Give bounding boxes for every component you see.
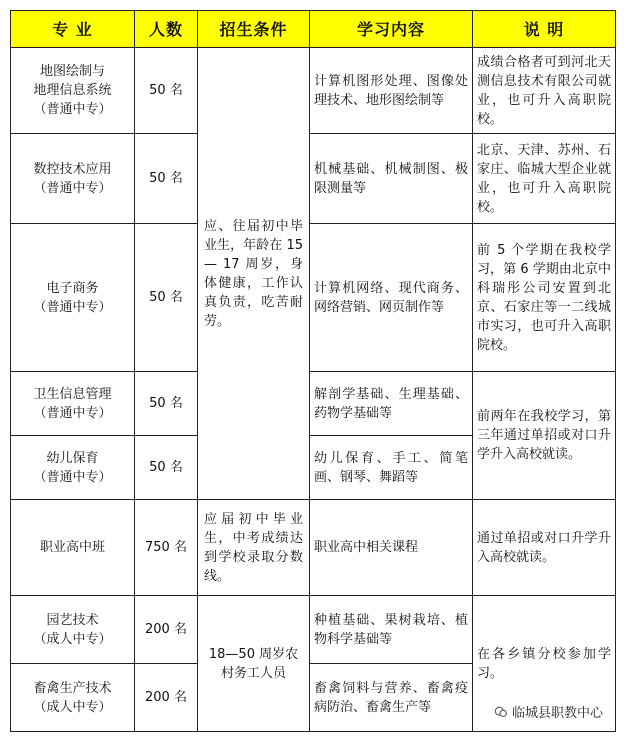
note-cell: 在各乡镇分校参加学习。 (473, 596, 616, 732)
table-row (11, 500, 616, 596)
count-cell: 50 名 (135, 48, 198, 134)
count-cell: 200 名 (135, 596, 198, 664)
watermark (492, 702, 605, 721)
content-cell: 种植基础、果树栽培、植物科学基础等 (310, 596, 473, 664)
header-note: 说 明 (473, 11, 616, 48)
note-cell: 北京、天津、苏州、石家庄、临城大型企业就业，也可升入高职院校。 (473, 134, 616, 224)
content-cell: 机械基础、机械制图、极限测量等 (310, 134, 473, 224)
note-cell: 成绩合格者可到河北天测信息技术有限公司就业，也可升入高职院校。 (473, 48, 616, 134)
condition-cell: 应届初中毕业生，中考成绩达到学校录取分数线。 (198, 500, 310, 596)
major-cell: 卫生信息管理 （普通中专） (11, 372, 135, 436)
count-cell: 750 名 (135, 500, 198, 596)
wechat-icon (494, 705, 508, 719)
content-cell: 幼儿保育、手工、简笔画、钢琴、舞蹈等 (310, 436, 473, 500)
count-cell: 50 名 (135, 224, 198, 372)
table-row (11, 596, 616, 664)
content-cell: 解剖学基础、生理基础、药物学基础等 (310, 372, 473, 436)
major-cell: 电子商务 （普通中专） (11, 224, 135, 372)
header-content: 学习内容 (310, 11, 473, 48)
table-row (11, 134, 616, 224)
header-major: 专 业 (11, 11, 135, 48)
note-cell: 前两年在我校学习，第三年通过单招或对口升学升入高校就读。 (473, 372, 616, 500)
table-row (11, 48, 616, 134)
content-cell: 职业高中相关课程 (310, 500, 473, 596)
major-cell: 职业高中班 (11, 500, 135, 596)
watermark-text: 临城县职教中心 (511, 706, 603, 721)
major-cell: 畜禽生产技术 （成人中专） (11, 664, 135, 732)
count-cell: 200 名 (135, 664, 198, 732)
table-row (11, 224, 616, 372)
content-cell: 畜禽饲料与营养、畜禽疫病防治、畜禽生产等 (310, 664, 473, 732)
header-condition: 招生条件 (198, 11, 310, 48)
enrollment-table (10, 10, 616, 732)
condition-cell: 应、往届初中毕业生，年龄在 15 — 17 周岁，身体健康，工作认真负责，吃苦耐劳。 (198, 48, 310, 500)
content-cell: 计算机网络、现代商务、网络营销、网页制作等 (310, 224, 473, 372)
condition-cell: 18—50 周岁农村务工人员 (198, 596, 310, 732)
count-cell: 50 名 (135, 134, 198, 224)
major-cell: 幼儿保育 （普通中专） (11, 436, 135, 500)
note-cell: 通过单招或对口升学升入高校就读。 (473, 500, 616, 596)
header-row (11, 11, 616, 48)
count-cell: 50 名 (135, 436, 198, 500)
note-cell: 前 5 个学期在我校学习，第 6 学期由北京中科瑞彤公司安置到北京、石家庄等一二线城市实习，也可升入高职院校。 (473, 224, 616, 372)
header-count: 人数 (135, 11, 198, 48)
count-cell: 50 名 (135, 372, 198, 436)
table-row (11, 372, 616, 436)
major-cell: 地图绘制与 地理信息系统 （普通中专） (11, 48, 135, 134)
major-cell: 园艺技术 （成人中专） (11, 596, 135, 664)
major-cell: 数控技术应用 （普通中专） (11, 134, 135, 224)
content-cell: 计算机图形处理、图像处理技术、地形图绘制等 (310, 48, 473, 134)
